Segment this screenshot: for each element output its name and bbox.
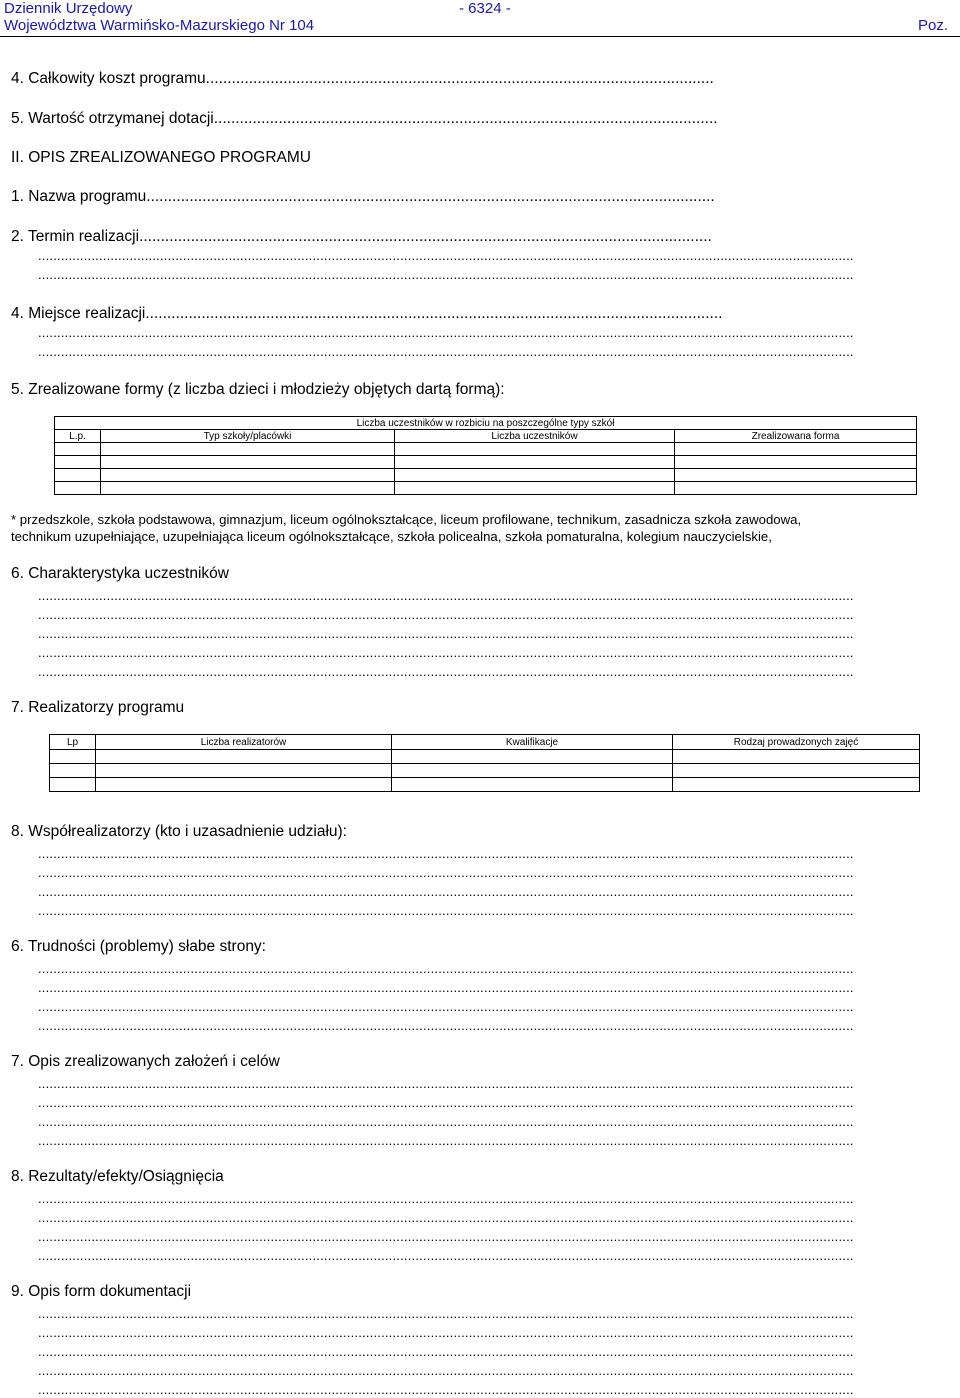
dotted-line: ...................................................................................................................................................................................................................... [38,1136,854,1146]
column-header-implementers-count: Liczba realizatorów [96,735,392,750]
participants-table [54,416,917,495]
table-cell[interactable] [675,456,917,469]
dotted-line: ...................................................................................................................................................................................................................... [38,251,854,261]
dotted-line: ...................................................................................................................................................................................................................... [38,906,854,916]
dotted-line: ...................................................................................................................................................................................................................... [38,1117,854,1127]
dotted-line: ...................................................................................................................................................................................................................... [38,1328,854,1338]
school-types-note-line2: technikum uzupełniające, uzupełniająca liceum ogólnokształcące, szkoła policealna, szkoła pomaturalna, kolegium nauczycielskie, [11,529,772,544]
participants-characteristics-heading: 6. Charakterystyka uczestników [11,565,229,582]
dotted-line: ...................................................................................................................................................................................................................... [38,347,854,357]
table-cell[interactable] [673,778,920,792]
table-row [50,750,920,764]
documentation-heading: 9. Opis form dokumentacji [11,1283,192,1300]
dotted-line: ...................................................................................................................................................................................................................... [38,849,854,859]
table-cell[interactable] [96,750,392,764]
column-header-lp: Lp [50,735,96,750]
table-row [55,482,917,495]
table-cell[interactable] [50,764,96,778]
dotted-line: ...................................................................................................................................................................................................................... [38,610,854,620]
table-cell[interactable] [673,750,920,764]
forms-heading: 5. Zrealizowane formy (z liczba dzieci i młodzieży objętych dartą formą): [11,381,505,398]
journal-title: Dziennik Urzędowy [4,0,133,17]
table-cell[interactable] [55,456,101,469]
dotted-line: ...................................................................................................................................................................................................................... [38,648,854,658]
dotted-line: ...................................................................................................................................................................................................................... [38,1002,854,1012]
table-row [55,456,917,469]
table-row [50,778,920,792]
subsidy-value-line: 5. Wartość otrzymanej dotacji..................................................................................................................... [11,110,718,127]
place-line: 4. Miejsce realizacji...................................................................................................................................... [11,305,723,322]
table-cell[interactable] [101,456,395,469]
dotted-line: ...................................................................................................................................................................................................................... [38,591,854,601]
participants-table-title: Liczba uczestników w rozbiciu na poszczególne typy szkół [55,417,917,430]
table-cell[interactable] [395,482,675,495]
dotted-line: ...................................................................................................................................................................................................................... [38,868,854,878]
column-header-participants-count: Liczba uczestników [395,430,675,443]
dotted-line: ...................................................................................................................................................................................................................... [38,983,854,993]
table-cell[interactable] [101,469,395,482]
dotted-line: ...................................................................................................................................................................................................................... [38,1021,854,1031]
dotted-line: ...................................................................................................................................................................................................................... [38,328,854,338]
dotted-line: ...................................................................................................................................................................................................................... [38,1366,854,1376]
co-implementers-heading: 8. Współrealizatorzy (kto i uzasadnienie udziału): [11,823,347,840]
table-cell[interactable] [673,764,920,778]
column-header-qualifications: Kwalifikacje [392,735,673,750]
column-header-class-type: Rodzaj prowadzonych zajęć [673,735,920,750]
column-header-lp: L.p. [55,430,101,443]
total-cost-line: 4. Całkowity koszt programu...................................................................................................................... [11,70,714,87]
page-number: - 6324 - [459,0,511,17]
implementers-table [49,734,920,792]
program-name-line: 1. Nazwa programu.................................................................................................................................... [11,188,715,205]
dotted-line: ...................................................................................................................................................................................................................... [38,270,854,280]
table-cell[interactable] [395,443,675,456]
table-cell[interactable] [55,443,101,456]
table-cell[interactable] [392,778,673,792]
implementers-heading: 7. Realizatorzy programu [11,699,185,716]
table-cell[interactable] [55,469,101,482]
dotted-line: ...................................................................................................................................................................................................................... [38,1079,854,1089]
table-cell[interactable] [101,482,395,495]
dotted-line: ...................................................................................................................................................................................................................... [38,1309,854,1319]
poz-label: Poz. [918,17,949,34]
table-cell[interactable] [675,469,917,482]
table-cell[interactable] [96,778,392,792]
table-cell[interactable] [675,443,917,456]
term-line: 2. Termin realizacji..................................................................................................................................... [11,228,712,245]
school-types-note-line1: * przedszkole, szkoła podstawowa, gimnazjum, liceum ogólnokształcące, liceum profilowane, technikum, zasadnicza szkoła zawodowa, [11,512,802,527]
table-cell[interactable] [55,482,101,495]
table-cell[interactable] [50,778,96,792]
dotted-line: ...................................................................................................................................................................................................................... [38,964,854,974]
dotted-line: ...................................................................................................................................................................................................................... [38,887,854,897]
dotted-line: ...................................................................................................................................................................................................................... [38,1232,854,1242]
dotted-line: ...................................................................................................................................................................................................................... [38,1213,854,1223]
table-cell[interactable] [392,764,673,778]
table-row [50,764,920,778]
table-cell[interactable] [395,456,675,469]
page-header [0,0,960,37]
voivodeship-title: Województwa Warmińsko-Mazurskiego Nr 104 [4,17,315,34]
dotted-line: ...................................................................................................................................................................................................................... [38,1251,854,1261]
column-header-school-type: Typ szkoły/placówki [101,430,395,443]
column-header-form: Zrealizowana forma [675,430,917,443]
table-cell[interactable] [50,750,96,764]
table-cell[interactable] [675,482,917,495]
table-cell[interactable] [395,469,675,482]
dotted-line: ...................................................................................................................................................................................................................... [38,1385,854,1395]
section-title: II. OPIS ZREALIZOWANEGO PROGRAMU [11,149,311,166]
dotted-line: ...................................................................................................................................................................................................................... [38,667,854,677]
dotted-line: ...................................................................................................................................................................................................................... [38,1098,854,1108]
table-cell[interactable] [392,750,673,764]
results-heading: 8. Rezultaty/efekty/Osiągnięcia [11,1168,224,1185]
table-cell[interactable] [101,443,395,456]
dotted-line: ...................................................................................................................................................................................................................... [38,629,854,639]
table-row [55,469,917,482]
goals-heading: 7. Opis zrealizowanych założeń i celów [11,1053,280,1070]
dotted-line: ...................................................................................................................................................................................................................... [38,1347,854,1357]
table-cell[interactable] [96,764,392,778]
difficulties-heading: 6. Trudności (problemy) słabe strony: [11,938,266,955]
table-row [55,443,917,456]
dotted-line: ...................................................................................................................................................................................................................... [38,1194,854,1204]
